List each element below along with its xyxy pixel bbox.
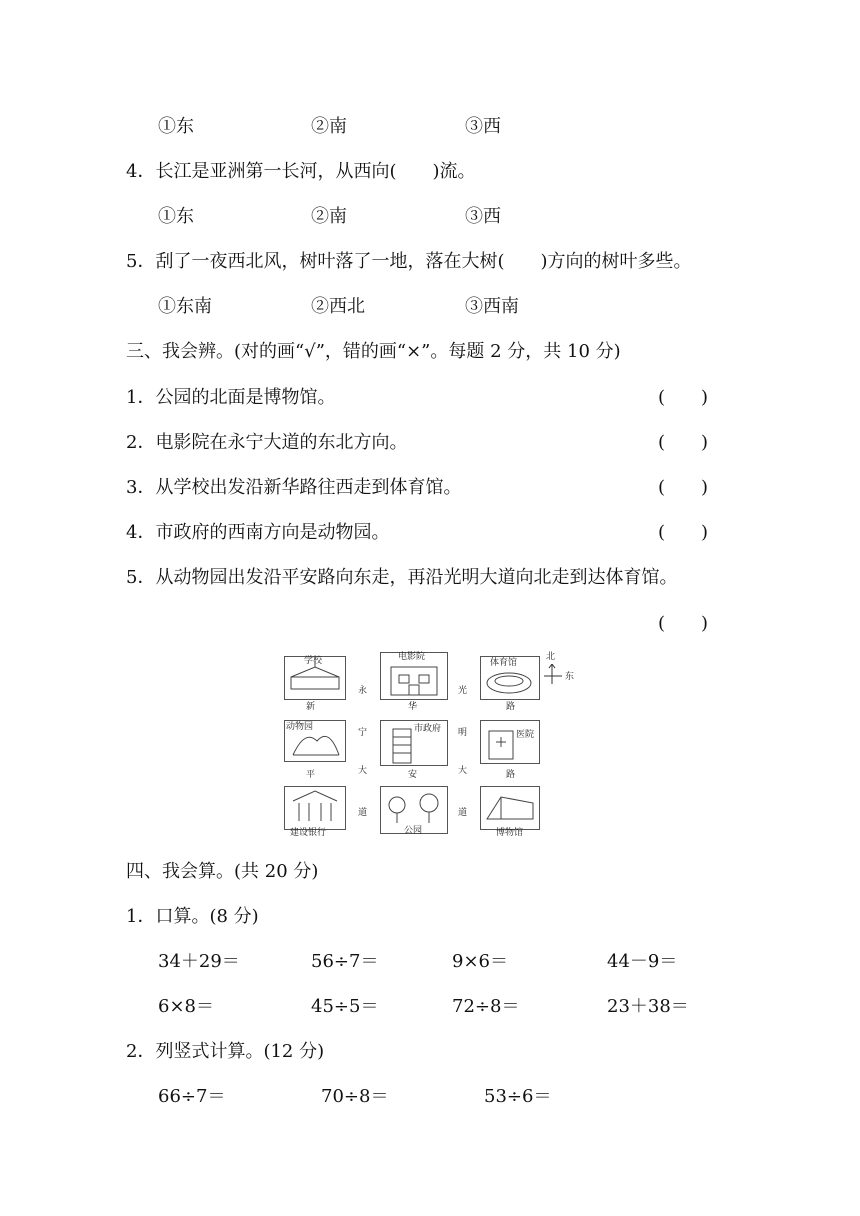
building-tile: [480, 720, 540, 764]
cinema-label: 电影院: [398, 652, 426, 662]
school-label: 学校: [304, 656, 323, 666]
compass-east-label: 东: [565, 672, 575, 682]
mental-math-item: 44－9＝: [607, 951, 678, 972]
bank-icon: [285, 787, 345, 829]
stadium-label: 体育馆: [490, 658, 518, 668]
road-yongning-2: 宁: [358, 728, 368, 738]
road-yongning-4: 道: [358, 808, 368, 818]
vertical-calc-heading: 2．列竖式计算。(12 分): [126, 1041, 325, 1062]
road-yongning-3: 大: [358, 766, 368, 776]
q5-option-2: ②西北: [311, 296, 365, 317]
q3-option-2: ②南: [311, 116, 347, 137]
road-xinhua-3: 路: [506, 702, 516, 712]
mental-math-item: 6×8＝: [158, 996, 214, 1017]
museum-icon: [481, 787, 539, 829]
mental-math-item: 9×6＝: [452, 951, 508, 972]
museum-label: 博物馆: [496, 828, 524, 838]
mental-math-item: 45÷5＝: [311, 996, 379, 1017]
mental-math-item: 34＋29＝: [158, 951, 240, 972]
q4-option-3: ③西: [465, 206, 501, 227]
zoo-label: 动物园: [286, 722, 314, 732]
mental-math-item: 72÷8＝: [452, 996, 520, 1017]
answer-paren-5[interactable]: ( ): [658, 613, 709, 634]
q5-option-1: ①东南: [158, 296, 212, 317]
q4-option-1: ①东: [158, 206, 194, 227]
road-guangming-4: 道: [458, 808, 468, 818]
judge-item-2: 2．电影院在永宁大道的东北方向。: [126, 432, 408, 453]
judge-item-3: 3．从学校出发沿新华路往西走到体育馆。: [126, 477, 462, 498]
section3-heading: 三、我会辨。(对的画“√”，错的画“×”。每题 2 分，共 10 分): [126, 341, 621, 362]
mental-math-heading: 1．口算。(8 分): [126, 906, 259, 927]
judge-item-4: 4．市政府的西南方向是动物园。: [126, 522, 390, 543]
hospital-icon: [481, 721, 539, 763]
road-pingan-1: 平: [306, 770, 316, 780]
road-guangming-2: 明: [458, 728, 468, 738]
compass-north-label: 北: [546, 652, 556, 662]
road-xinhua-2: 华: [408, 702, 418, 712]
answer-paren-1[interactable]: ( ): [658, 387, 709, 408]
bank-label: 建设银行: [290, 828, 327, 838]
judge-item-5: 5．从动物园出发沿平安路向东走，再沿光明大道向北走到达体育馆。: [126, 567, 678, 588]
judge-item-1: 1．公园的北面是博物馆。: [126, 387, 336, 408]
road-guangming-3: 大: [458, 766, 468, 776]
section4-heading: 四、我会算。(共 20 分): [126, 861, 319, 882]
q3-option-1: ①东: [158, 116, 194, 137]
q3-option-3: ③西: [465, 116, 501, 137]
mental-math-item: 23＋38＝: [607, 996, 689, 1017]
compass-icon: [542, 664, 564, 686]
building-tile: [284, 786, 346, 830]
road-pingan-2: 安: [408, 770, 418, 780]
answer-paren-2[interactable]: ( ): [658, 432, 709, 453]
city-map: [284, 650, 584, 840]
hospital-label: 医院: [516, 730, 535, 740]
q4-option-2: ②南: [311, 206, 347, 227]
q4-stem: 4．长江是亚洲第一长河，从西向( )流。: [126, 161, 476, 182]
q5-option-3: ③西南: [465, 296, 519, 317]
road-yongning-1: 永: [358, 686, 368, 696]
answer-paren-4[interactable]: ( ): [658, 522, 709, 543]
park-label: 公园: [404, 826, 423, 836]
vertical-calc-item: 66÷7＝: [158, 1086, 226, 1107]
vertical-calc-item: 53÷6＝: [484, 1086, 552, 1107]
road-xinhua-1: 新: [306, 702, 316, 712]
road-pingan-3: 路: [506, 770, 516, 780]
answer-paren-3[interactable]: ( ): [658, 477, 709, 498]
road-guangming-1: 光: [458, 686, 468, 696]
government-label: 市政府: [414, 724, 442, 734]
vertical-calc-item: 70÷8＝: [321, 1086, 389, 1107]
q5-stem: 5．刮了一夜西北风，树叶落了一地，落在大树( )方向的树叶多些。: [126, 251, 692, 272]
mental-math-item: 56÷7＝: [311, 951, 379, 972]
building-tile: [480, 786, 540, 830]
